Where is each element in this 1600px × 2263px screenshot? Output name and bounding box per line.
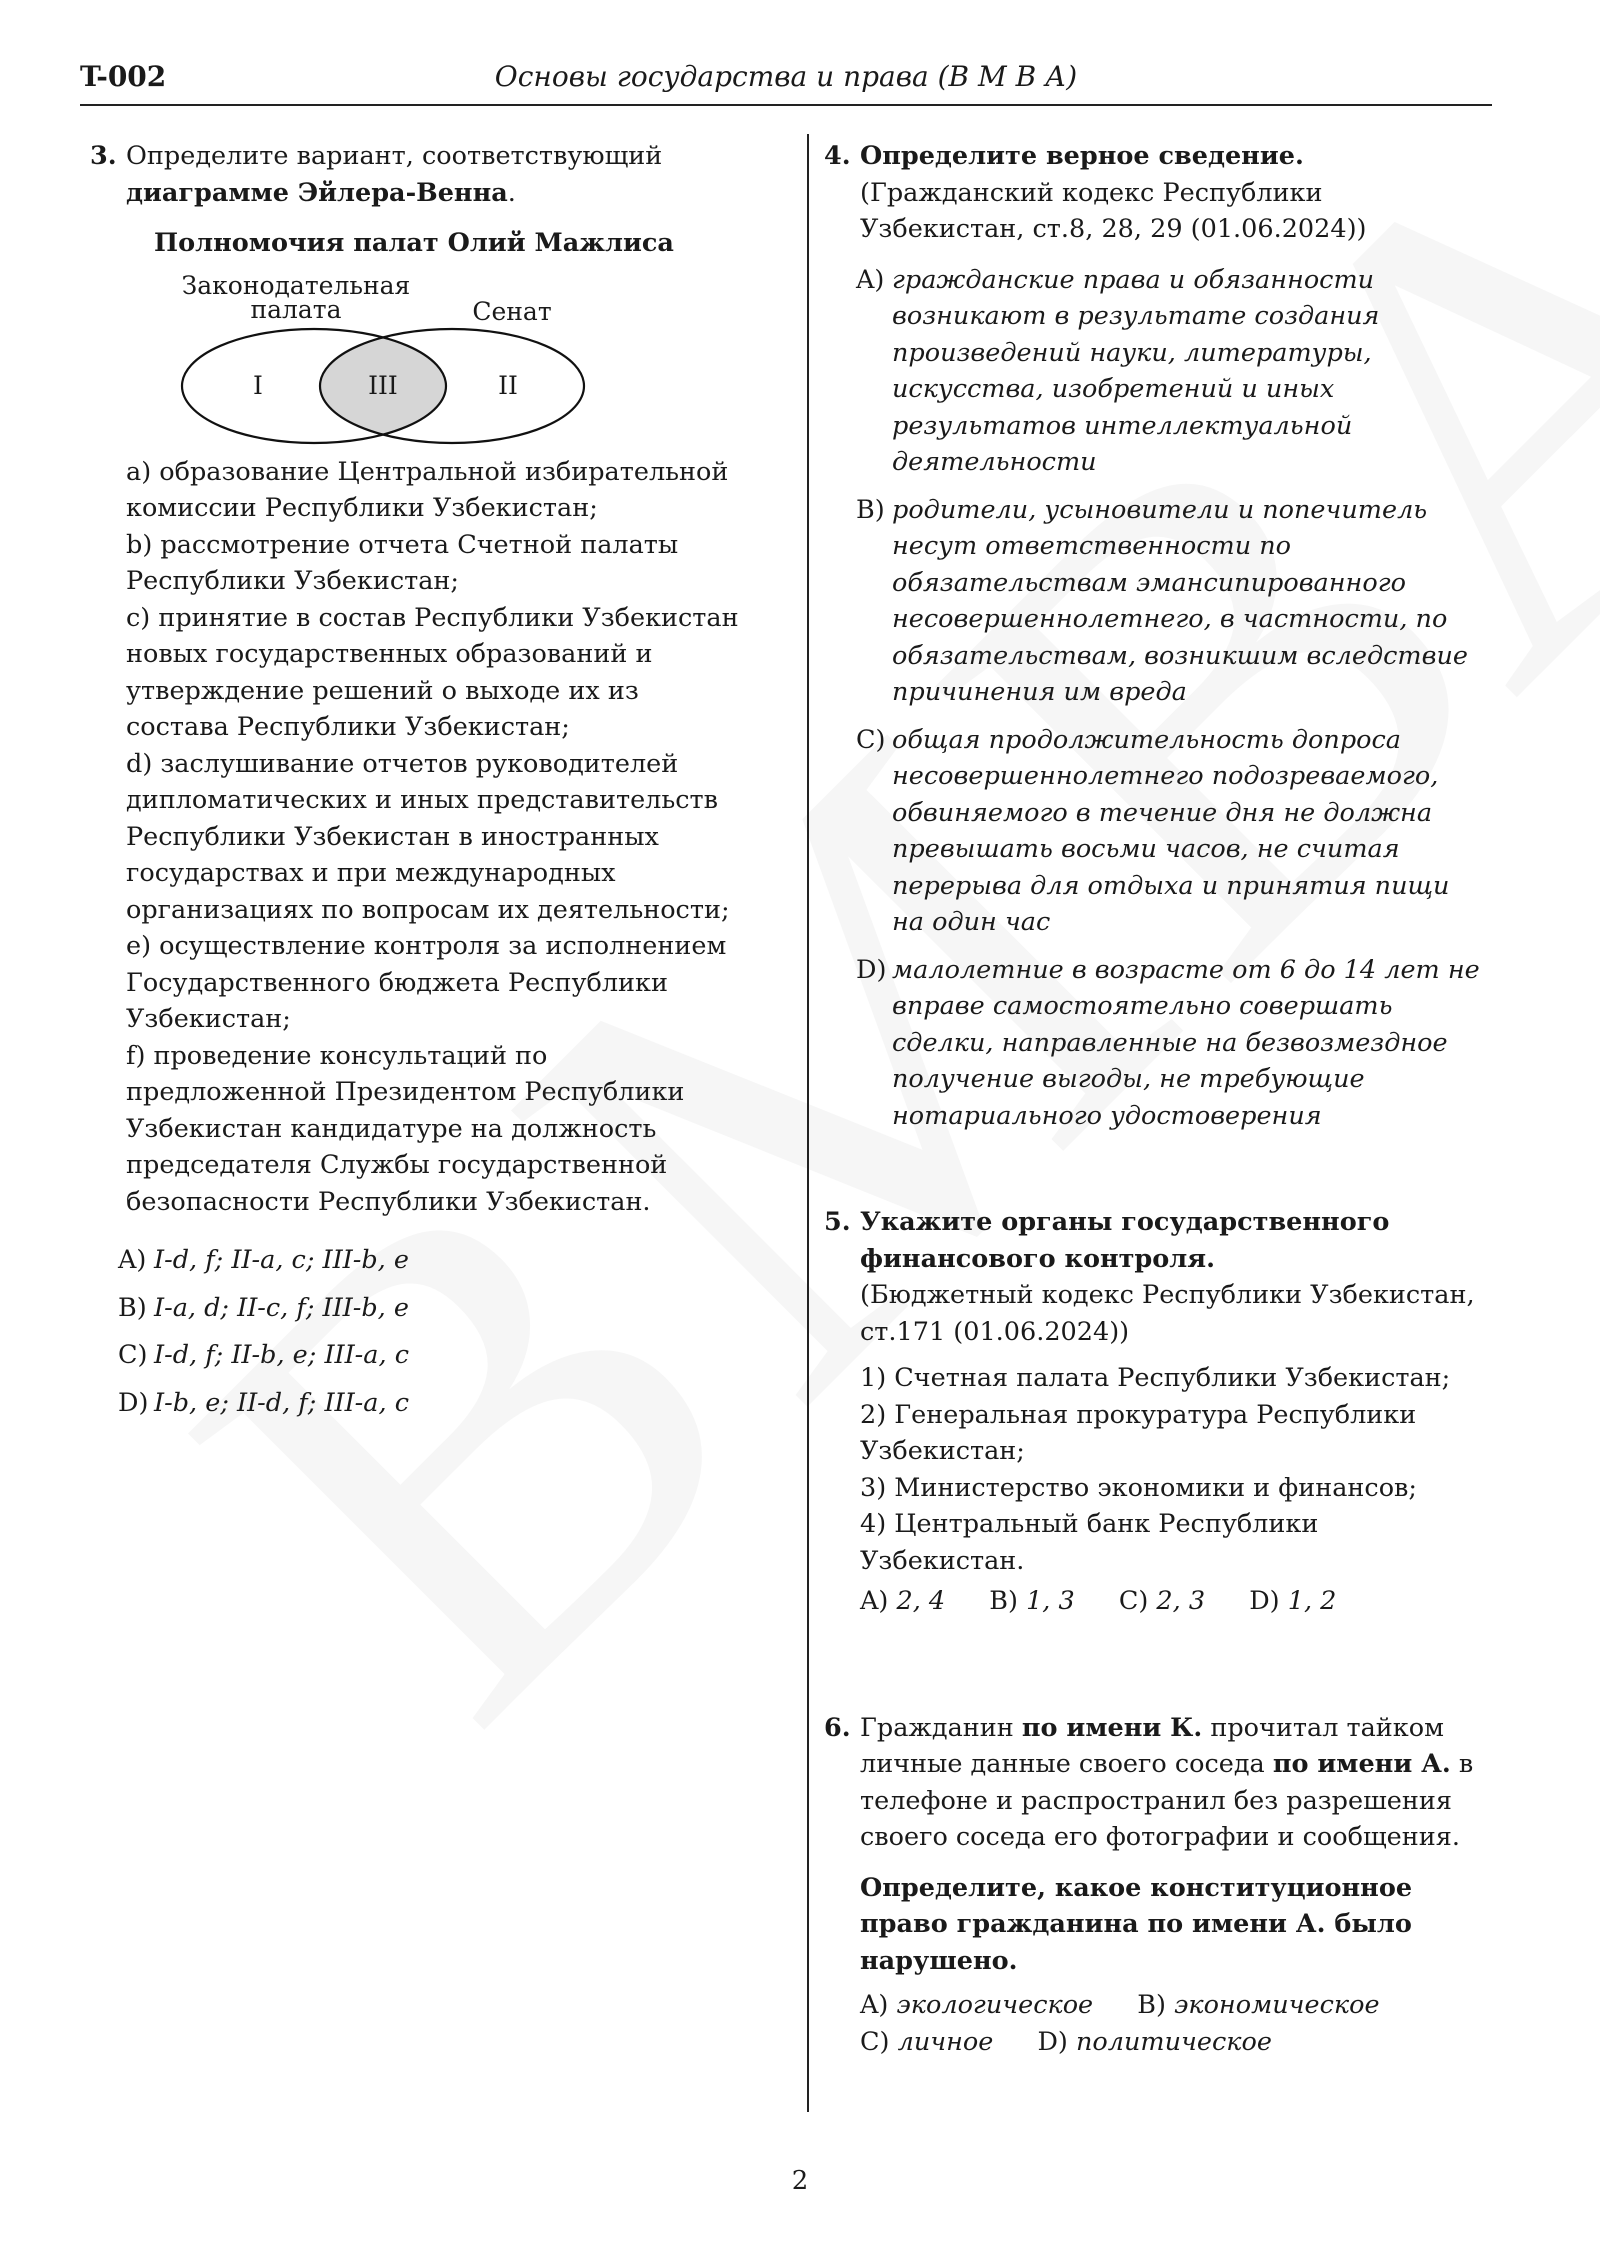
question-scenario <box>860 1710 1480 1856</box>
venn-label-legislative-line2: палата <box>250 294 342 324</box>
question-intro: Определите вариант, соответствующий <box>126 141 663 171</box>
document-title: Основы государства и права (В М В А) <box>494 60 1078 93</box>
power-item: d) заслушивание отчетов руководителей дипломатических и иных представительств Республики Узбекистан в иностранных государствах и при международных организациях по вопросам их деятельности; <box>126 748 730 925</box>
option-letter: B) <box>1137 1990 1166 2020</box>
option-text: 2, 4 <box>896 1586 946 1616</box>
question-prompt: Определите, какое конституционное право гражданина по имени А. было нарушено. <box>860 1872 1413 1976</box>
answer-options <box>118 1242 746 1421</box>
option-text: I-d, f; II-b, e; III-a, c <box>154 1340 409 1370</box>
answer-option-d[interactable] <box>118 1385 746 1422</box>
answer-option-c[interactable] <box>860 2027 993 2057</box>
venn-region-1: I <box>253 370 263 400</box>
question-text <box>860 1710 1480 2061</box>
powers-list <box>126 454 746 1221</box>
page-header <box>80 60 1492 106</box>
option-text: экологическое <box>896 1990 1094 2020</box>
question-number: 6. <box>824 1712 851 1743</box>
question-intro-bold: диаграмме Эйлера-Венна <box>126 177 508 208</box>
question-4 <box>820 138 1480 1134</box>
option-letter: A) <box>860 1586 889 1616</box>
venn-region-3: III <box>368 370 398 400</box>
option-letter: D) <box>1249 1586 1280 1616</box>
option-letter: A) <box>118 1245 147 1275</box>
option-text: 2, 3 <box>1156 1586 1206 1616</box>
option-text: малолетние в возрасте от 6 до 14 лет не вправе самостоятельно совершать сделки, направленные на безвозмездное получение выгоды, не требующие нотариального удостоверения <box>892 954 1480 1131</box>
question-intro-end: . <box>507 177 516 208</box>
question-title: Укажите органы государственного финансового контроля. <box>860 1207 1390 1274</box>
option-text: общая продолжительность допроса несовершеннолетнего подозреваемого, обвиняемого в течение дня не должна превышать восьми часов, не считая перерыва для отдыха и принятия пищи на один час <box>892 724 1450 937</box>
scenario-text: Гражданин <box>860 1712 1022 1743</box>
power-item: e) осуществление контроля за исполнением Государственного бюджета Республики Узбекистан; <box>126 931 727 1034</box>
option-letter: A) <box>860 1990 889 2020</box>
option-text: 1, 2 <box>1287 1586 1337 1616</box>
answer-option-b[interactable] <box>118 1290 746 1327</box>
scenario-text: прочитал тайком личные данные своего соседа <box>860 1712 1444 1779</box>
power-item: a) образование Центральной избирательной комиссии Республики Узбекистан; <box>126 456 729 523</box>
venn-diagram <box>126 266 726 446</box>
question-text <box>860 138 1480 248</box>
answer-option-d[interactable] <box>856 952 1480 1135</box>
question-source: (Гражданский кодекс Республики Узбекистан, ст.8, 28, 29 (01.06.2024)) <box>860 177 1367 244</box>
answer-option-b[interactable] <box>989 1586 1074 1616</box>
option-letter: D) <box>118 1387 149 1418</box>
option-letter: B) <box>118 1292 147 1323</box>
venn-label-senate: Сенат <box>472 296 552 326</box>
option-letter: A) <box>856 264 885 295</box>
list-item: 1) Счетная палата Республики Узбекистан; <box>860 1363 1451 1393</box>
venn-svg <box>126 266 726 446</box>
question-title: Определите верное сведение. <box>860 141 1304 171</box>
answer-option-c[interactable] <box>856 722 1480 941</box>
option-text: политическое <box>1075 2026 1272 2057</box>
answer-option-b[interactable] <box>1137 1990 1379 2020</box>
answer-options <box>860 1987 1480 2060</box>
scenario-text: в телефоне и распространил без разрешения своего соседа его фотографии и сообщения. <box>860 1749 1474 1852</box>
question-number: 3. <box>90 141 117 171</box>
power-item: c) принятие в состав Республики Узбекистан новых государственных образований и утверждение решений о выходе их из состава Республики Узбекистан; <box>126 602 739 742</box>
column-divider <box>807 134 809 2112</box>
venn-region-2: II <box>498 370 518 400</box>
option-letter: D) <box>856 954 887 985</box>
question-3 <box>86 138 746 1421</box>
answer-option-d[interactable] <box>1037 2027 1271 2057</box>
diagram-title: Полномочия палат Олий Мажлиса <box>154 228 674 258</box>
question-number: 5. <box>824 1207 851 1237</box>
question-5 <box>820 1204 1480 1620</box>
question-number: 4. <box>824 141 851 171</box>
answer-option-a[interactable] <box>118 1242 746 1279</box>
answer-option-d[interactable] <box>1249 1586 1336 1616</box>
answer-option-a[interactable] <box>856 262 1480 481</box>
option-letter: B) <box>856 494 885 525</box>
venn-label-legislative-line1: Законодательная <box>181 270 411 300</box>
option-text: I-b, e; II-d, f; III-a, c <box>154 1387 409 1418</box>
answer-option-c[interactable] <box>1119 1586 1205 1616</box>
question-text <box>860 1204 1480 1620</box>
question-text <box>126 138 746 211</box>
option-letter: C) <box>860 2026 890 2057</box>
option-letter: D) <box>1037 2026 1068 2057</box>
option-text: 1, 3 <box>1026 1586 1075 1616</box>
power-item: f) проведение консультаций по предложенной Президентом Республики Узбекистан кандидатуре на должность председателя Службы государственной безопасности Республики Узбекистан. <box>126 1040 685 1217</box>
left-column <box>86 138 746 1432</box>
list-item: 4) Центральный банк Республики Узбекистан. <box>860 1509 1319 1576</box>
option-text: I-d, f; II-a, c; III-b, e <box>154 1245 409 1275</box>
right-column <box>820 138 1480 2060</box>
document-code: T-002 <box>80 60 167 93</box>
list-item: 2) Генеральная прокуратура Республики Узбекистан; <box>860 1399 1417 1466</box>
option-text: гражданские права и обязанности возникают в результате создания произведений науки, литературы, искусства, изобретений и иных результатов интеллектуальной деятельности <box>892 264 1380 477</box>
option-text: I-a, d; II-c, f; III-b, e <box>154 1292 409 1323</box>
option-letter: C) <box>856 724 886 755</box>
answer-options <box>860 1583 1480 1620</box>
power-item: b) рассмотрение отчета Счетной палаты Республики Узбекистан; <box>126 529 679 596</box>
answer-options <box>856 262 1480 1135</box>
answer-option-a[interactable] <box>860 1990 1093 2020</box>
scenario-bold: по имени А. <box>1272 1749 1451 1779</box>
scenario-bold: по имени К. <box>1021 1712 1203 1743</box>
option-text: личное <box>897 2026 994 2057</box>
page-number: 2 <box>791 2166 809 2196</box>
answer-option-c[interactable] <box>118 1337 746 1374</box>
question-source: (Бюджетный кодекс Республики Узбекистан, ст.171 (01.06.2024)) <box>860 1280 1475 1347</box>
option-text: экономическое <box>1174 1990 1380 2020</box>
option-text: родители, усыновители и попечитель несут ответственности по обязательствам эмансипированного несовершеннолетнего, в частности, по обязательствам, возникшим вследствие причинения им вреда <box>892 494 1468 707</box>
list-item: 3) Министерство экономики и финансов; <box>860 1472 1418 1503</box>
answer-option-b[interactable] <box>856 492 1480 711</box>
organs-list <box>860 1360 1480 1579</box>
question-6 <box>820 1710 1480 2061</box>
option-letter: C) <box>1118 1586 1149 1616</box>
answer-option-a[interactable] <box>860 1586 945 1616</box>
option-letter: B) <box>989 1586 1018 1616</box>
option-letter: C) <box>118 1340 148 1370</box>
